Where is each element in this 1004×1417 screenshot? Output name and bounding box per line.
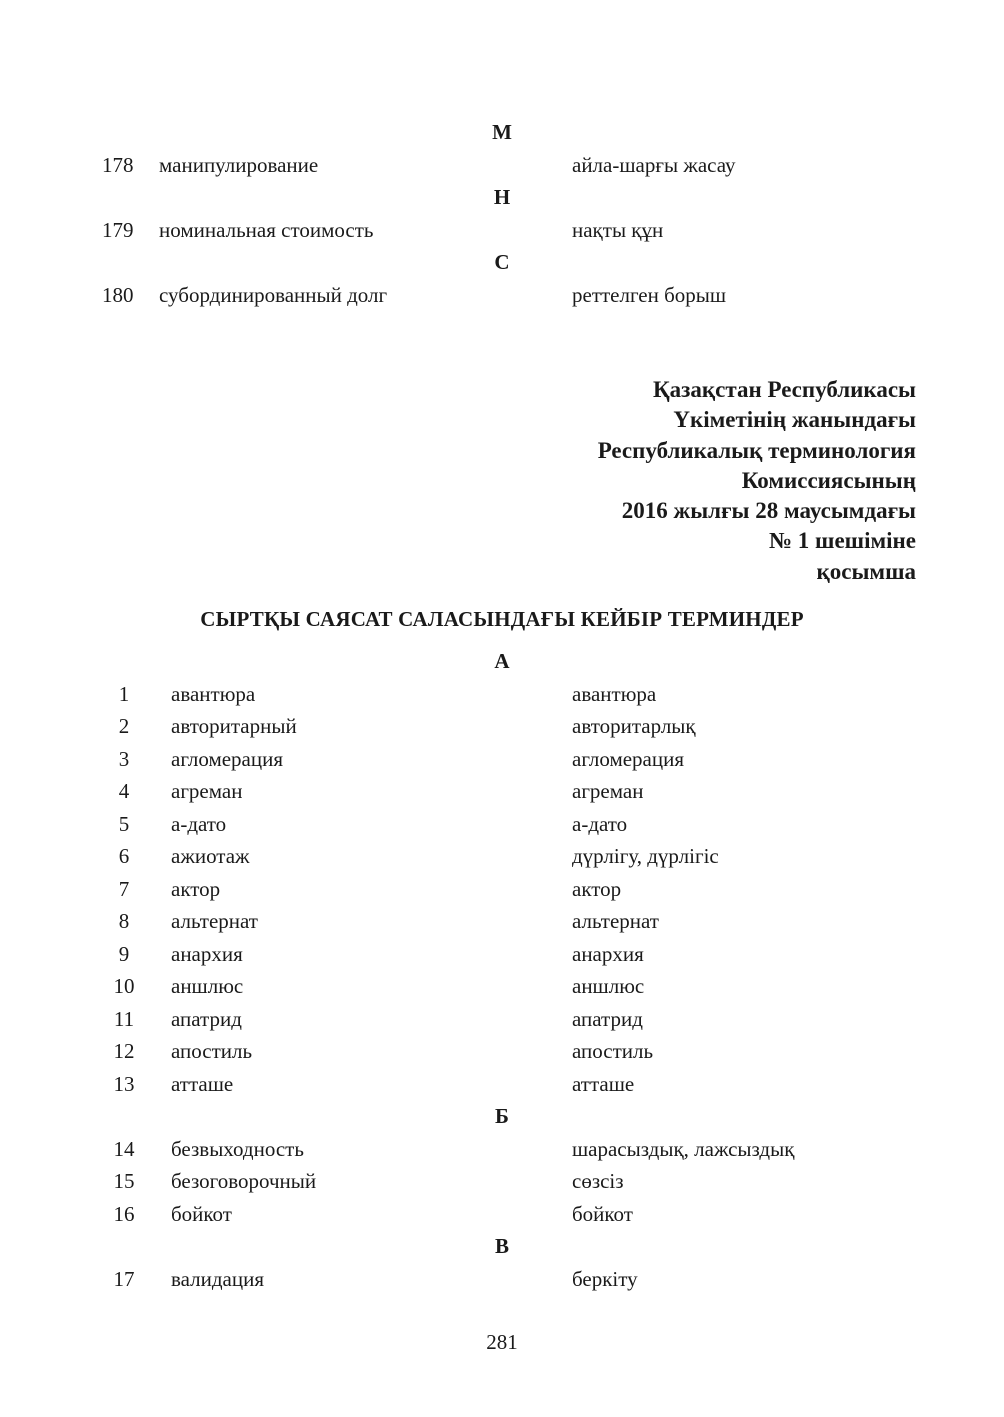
term-row xyxy=(0,776,1004,806)
page-number: 281 xyxy=(486,1330,518,1354)
term-kazakh: актор xyxy=(572,876,622,901)
letter-heading: Б xyxy=(495,1104,509,1128)
term-russian: манипулирование xyxy=(159,153,319,177)
term-russian: анархия xyxy=(171,941,243,966)
term-russian: актор xyxy=(171,876,221,901)
term-number: 13 xyxy=(113,1071,135,1096)
term-row xyxy=(0,841,1004,871)
letter-heading: Н xyxy=(493,185,511,209)
term-russian: апостиль xyxy=(171,1039,253,1063)
term-row xyxy=(0,150,1004,180)
term-row xyxy=(0,744,1004,774)
term-row xyxy=(0,939,1004,969)
term-number: 15 xyxy=(113,1169,135,1193)
term-kazakh: анархия xyxy=(572,941,644,966)
term-russian: безоговорочный xyxy=(171,1169,317,1193)
term-russian: альтернат xyxy=(171,909,258,933)
term-russian: агломерация xyxy=(171,746,284,771)
term-row xyxy=(0,906,1004,936)
term-russian: агреман xyxy=(171,779,243,803)
term-row xyxy=(0,1199,1004,1229)
term-russian: бойкот xyxy=(171,1201,232,1226)
letter-heading: М xyxy=(492,120,512,144)
term-kazakh: дүрлігу, дүрлігіс xyxy=(572,844,719,868)
approval-line: Қазақстан Республикасы xyxy=(652,377,916,402)
term-russian: авторитарный xyxy=(171,714,297,738)
term-kazakh: бойкот xyxy=(572,1201,633,1226)
term-kazakh: нақты құн xyxy=(572,218,664,242)
term-kazakh: аншлюс xyxy=(572,974,645,998)
approval-line: қосымша xyxy=(816,558,916,584)
term-kazakh: авантюра xyxy=(572,681,657,706)
term-number: 6 xyxy=(118,844,130,868)
term-russian: аншлюс xyxy=(171,974,244,998)
term-kazakh: апатрид xyxy=(572,1006,643,1031)
term-number: 9 xyxy=(118,941,130,966)
term-russian: апатрид xyxy=(171,1006,242,1031)
term-russian: авантюра xyxy=(171,681,256,706)
term-row xyxy=(0,1134,1004,1164)
term-russian: ажиотаж xyxy=(171,844,250,868)
term-number: 1 xyxy=(118,681,130,706)
term-number: 8 xyxy=(118,909,130,933)
term-row xyxy=(0,809,1004,839)
term-row xyxy=(0,1166,1004,1196)
term-kazakh: атташе xyxy=(572,1071,635,1096)
term-number: 4 xyxy=(118,779,130,803)
approval-line: Республикалық терминология xyxy=(597,437,916,463)
term-row xyxy=(0,971,1004,1001)
term-number: 3 xyxy=(118,746,130,771)
letter-heading: А xyxy=(494,649,510,673)
term-row xyxy=(0,215,1004,245)
approval-block xyxy=(598,375,916,587)
term-row xyxy=(0,280,1004,310)
term-kazakh: шарасыздық, лажсыздық xyxy=(572,1136,795,1161)
approval-line: Үкіметінің жанындағы xyxy=(673,407,916,433)
term-row xyxy=(0,874,1004,904)
term-kazakh: а-дато xyxy=(572,811,628,836)
term-row xyxy=(0,711,1004,741)
term-russian: валидация xyxy=(171,1266,265,1291)
term-row xyxy=(0,1069,1004,1099)
term-russian: субординированный долг xyxy=(159,283,388,307)
term-russian: безвыходность xyxy=(171,1136,304,1161)
section-heading: СЫРТҚЫ САЯСАТ САЛАСЫНДАҒЫ КЕЙБІР ТЕРМИНДЕР xyxy=(200,607,804,631)
term-row xyxy=(0,1036,1004,1066)
term-number: 16 xyxy=(113,1201,135,1226)
term-number: 11 xyxy=(113,1006,135,1031)
term-russian: номинальная стоимость xyxy=(159,218,374,242)
term-kazakh: агломерация xyxy=(572,746,685,771)
letter-heading: С xyxy=(494,250,510,274)
term-kazakh: сөзсіз xyxy=(572,1169,624,1193)
term-kazakh: авторитарлық xyxy=(572,714,696,738)
term-number: 7 xyxy=(118,876,130,901)
term-number: 17 xyxy=(113,1266,135,1291)
term-kazakh: альтернат xyxy=(572,909,659,933)
term-number: 179 xyxy=(102,218,134,242)
term-russian: а-дато xyxy=(171,811,227,836)
approval-line: Комиссиясының xyxy=(741,467,916,493)
term-row xyxy=(0,1004,1004,1034)
term-russian: атташе xyxy=(171,1071,234,1096)
approval-line: 2016 жылғы 28 маусымдағы xyxy=(621,498,916,524)
term-number: 10 xyxy=(113,974,135,998)
term-number: 178 xyxy=(102,153,134,177)
term-row xyxy=(0,679,1004,709)
term-number: 14 xyxy=(113,1136,135,1161)
letter-heading: В xyxy=(494,1234,509,1258)
term-row xyxy=(0,1264,1004,1294)
term-kazakh: беркіту xyxy=(572,1266,638,1291)
approval-line: № 1 шешіміне xyxy=(768,528,916,554)
term-kazakh: айла-шарғы жасау xyxy=(572,153,736,177)
term-number: 180 xyxy=(102,283,134,307)
term-number: 12 xyxy=(113,1039,135,1063)
term-kazakh: агреман xyxy=(572,779,644,803)
term-number: 5 xyxy=(118,811,130,836)
term-number: 2 xyxy=(118,714,130,738)
term-kazakh: апостиль xyxy=(572,1039,654,1063)
term-kazakh: реттелген борыш xyxy=(572,283,727,307)
